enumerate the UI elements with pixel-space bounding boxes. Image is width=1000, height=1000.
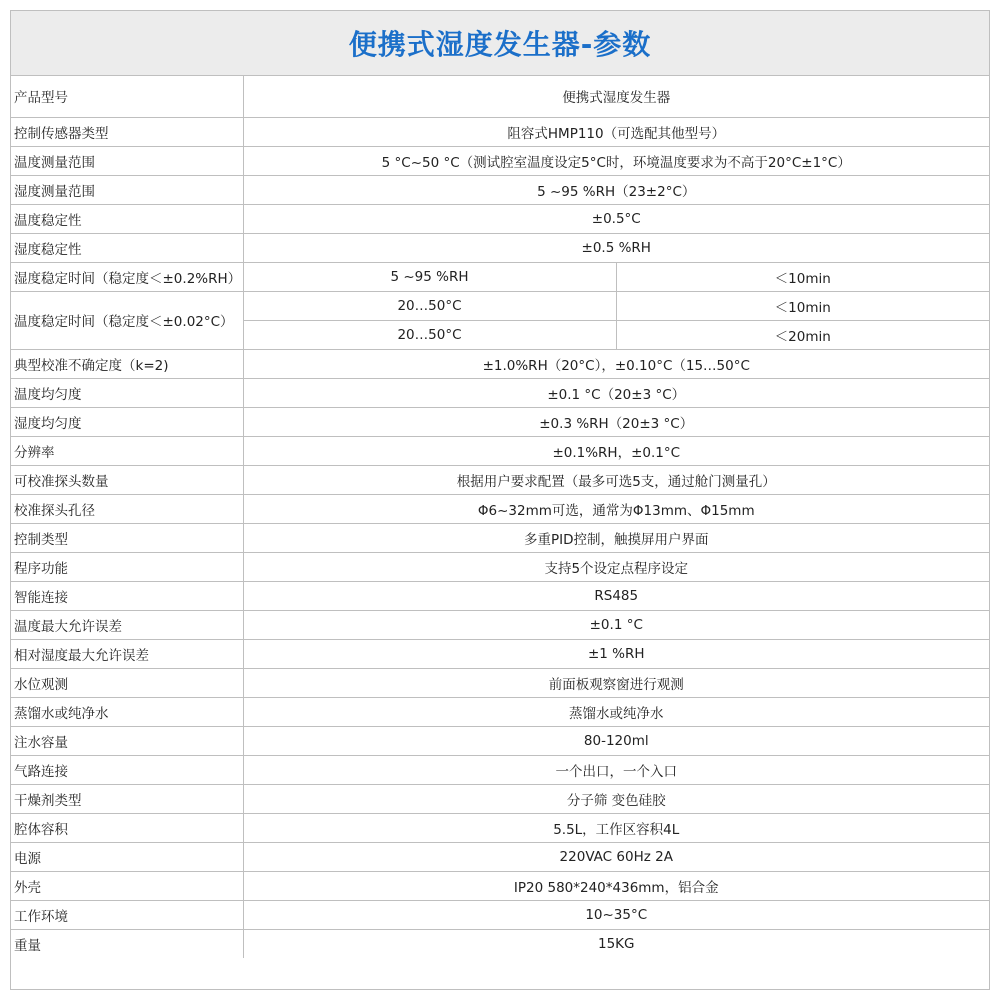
table-row — [11, 465, 989, 494]
row-value: 5 °C~50 °C（测试腔室温度设定5°C时，环境温度要求为不高于20°C±1°C） — [243, 146, 989, 175]
row-label: 干燥剂类型 — [11, 784, 243, 813]
row-value: ±0.1 °C — [243, 610, 989, 639]
row-value: ＜10min — [616, 291, 989, 320]
row-label: 湿度稳定时间（稳定度＜±0.2%RH） — [11, 262, 243, 291]
row-label: 产品型号 — [11, 76, 243, 117]
row-value: 根据用户要求配置（最多可选5支，通过舱门测量孔） — [243, 465, 989, 494]
row-label: 温度测量范围 — [11, 146, 243, 175]
table-row — [11, 784, 989, 813]
row-value: ＜20min — [616, 320, 989, 349]
row-condition: 20…50°C — [243, 291, 616, 320]
row-label: 蒸馏水或纯净水 — [11, 697, 243, 726]
table-row — [11, 842, 989, 871]
page-title: 便携式湿度发生器-参数 — [348, 28, 652, 61]
row-value: 前面板观察窗进行观测 — [243, 668, 989, 697]
row-label: 外壳 — [11, 871, 243, 900]
table-row — [11, 175, 989, 204]
row-value: 10~35°C — [243, 900, 989, 929]
row-label: 腔体容积 — [11, 813, 243, 842]
table-row — [11, 407, 989, 436]
row-value: ＜10min — [616, 262, 989, 291]
table-row — [11, 117, 989, 146]
row-value: ±0.3 %RH（20±3 °C） — [243, 407, 989, 436]
row-value: ±1 %RH — [243, 639, 989, 668]
row-value: 一个出口，一个入口 — [243, 755, 989, 784]
row-value: 5.5L，工作区容积4L — [243, 813, 989, 842]
table-row — [11, 494, 989, 523]
table-row — [11, 697, 989, 726]
row-label: 控制传感器类型 — [11, 117, 243, 146]
row-value: 蒸馏水或纯净水 — [243, 697, 989, 726]
table-row — [11, 900, 989, 929]
row-value: 阻容式HMP110（可选配其他型号） — [243, 117, 989, 146]
table-row — [11, 378, 989, 407]
row-label: 可校准探头数量 — [11, 465, 243, 494]
row-value: 220VAC 60Hz 2A — [243, 842, 989, 871]
row-label: 程序功能 — [11, 552, 243, 581]
row-label: 温度均匀度 — [11, 378, 243, 407]
row-label: 相对湿度最大允许误差 — [11, 639, 243, 668]
row-condition: 5 ~95 %RH — [243, 262, 616, 291]
table-row — [11, 755, 989, 784]
table-row — [11, 726, 989, 755]
row-label: 湿度稳定性 — [11, 233, 243, 262]
table-row — [11, 146, 989, 175]
table-row — [11, 262, 989, 291]
spec-table-body — [11, 76, 989, 958]
table-row — [11, 233, 989, 262]
row-value: ±0.1 °C（20±3 °C） — [243, 378, 989, 407]
row-value: 15KG — [243, 929, 989, 958]
row-label: 分辨率 — [11, 436, 243, 465]
row-value: IP20 580*240*436mm，铝合金 — [243, 871, 989, 900]
row-value: 支持5个设定点程序设定 — [243, 552, 989, 581]
table-row — [11, 581, 989, 610]
row-value: 便携式湿度发生器 — [243, 76, 989, 117]
row-value: ±0.5 %RH — [243, 233, 989, 262]
row-label: 湿度均匀度 — [11, 407, 243, 436]
row-label: 注水容量 — [11, 726, 243, 755]
table-row — [11, 436, 989, 465]
row-label: 典型校准不确定度（k=2) — [11, 349, 243, 378]
title-bar — [11, 11, 989, 76]
row-label: 智能连接 — [11, 581, 243, 610]
table-row — [11, 552, 989, 581]
table-row — [11, 349, 989, 378]
table-row — [11, 523, 989, 552]
table-row — [11, 291, 989, 320]
row-label: 气路连接 — [11, 755, 243, 784]
row-value: ±0.1%RH，±0.1°C — [243, 436, 989, 465]
row-label: 控制类型 — [11, 523, 243, 552]
row-label: 电源 — [11, 842, 243, 871]
table-row — [11, 639, 989, 668]
table-row — [11, 204, 989, 233]
row-value: RS485 — [243, 581, 989, 610]
row-condition: 20…50°C — [243, 320, 616, 349]
row-value: 80-120ml — [243, 726, 989, 755]
row-label: 温度最大允许误差 — [11, 610, 243, 639]
row-label: 温度稳定性 — [11, 204, 243, 233]
row-label: 湿度测量范围 — [11, 175, 243, 204]
row-label: 重量 — [11, 929, 243, 958]
row-label: 水位观测 — [11, 668, 243, 697]
row-value: 分子筛 变色硅胶 — [243, 784, 989, 813]
row-value: Φ6~32mm可选，通常为Φ13mm、Φ15mm — [243, 494, 989, 523]
table-row — [11, 668, 989, 697]
table-row — [11, 871, 989, 900]
table-row — [11, 813, 989, 842]
spec-sheet — [10, 10, 990, 990]
row-label: 温度稳定时间（稳定度＜±0.02°C） — [11, 291, 243, 349]
spec-table — [11, 76, 989, 958]
row-value: 5 ~95 %RH（23±2°C） — [243, 175, 989, 204]
row-value: ±1.0%RH（20°C），±0.10°C（15…50°C — [243, 349, 989, 378]
row-value: 多重PID控制，触摸屏用户界面 — [243, 523, 989, 552]
row-value: ±0.5°C — [243, 204, 989, 233]
row-label: 工作环境 — [11, 900, 243, 929]
row-label: 校准探头孔径 — [11, 494, 243, 523]
table-row — [11, 929, 989, 958]
table-row — [11, 76, 989, 117]
table-row — [11, 610, 989, 639]
